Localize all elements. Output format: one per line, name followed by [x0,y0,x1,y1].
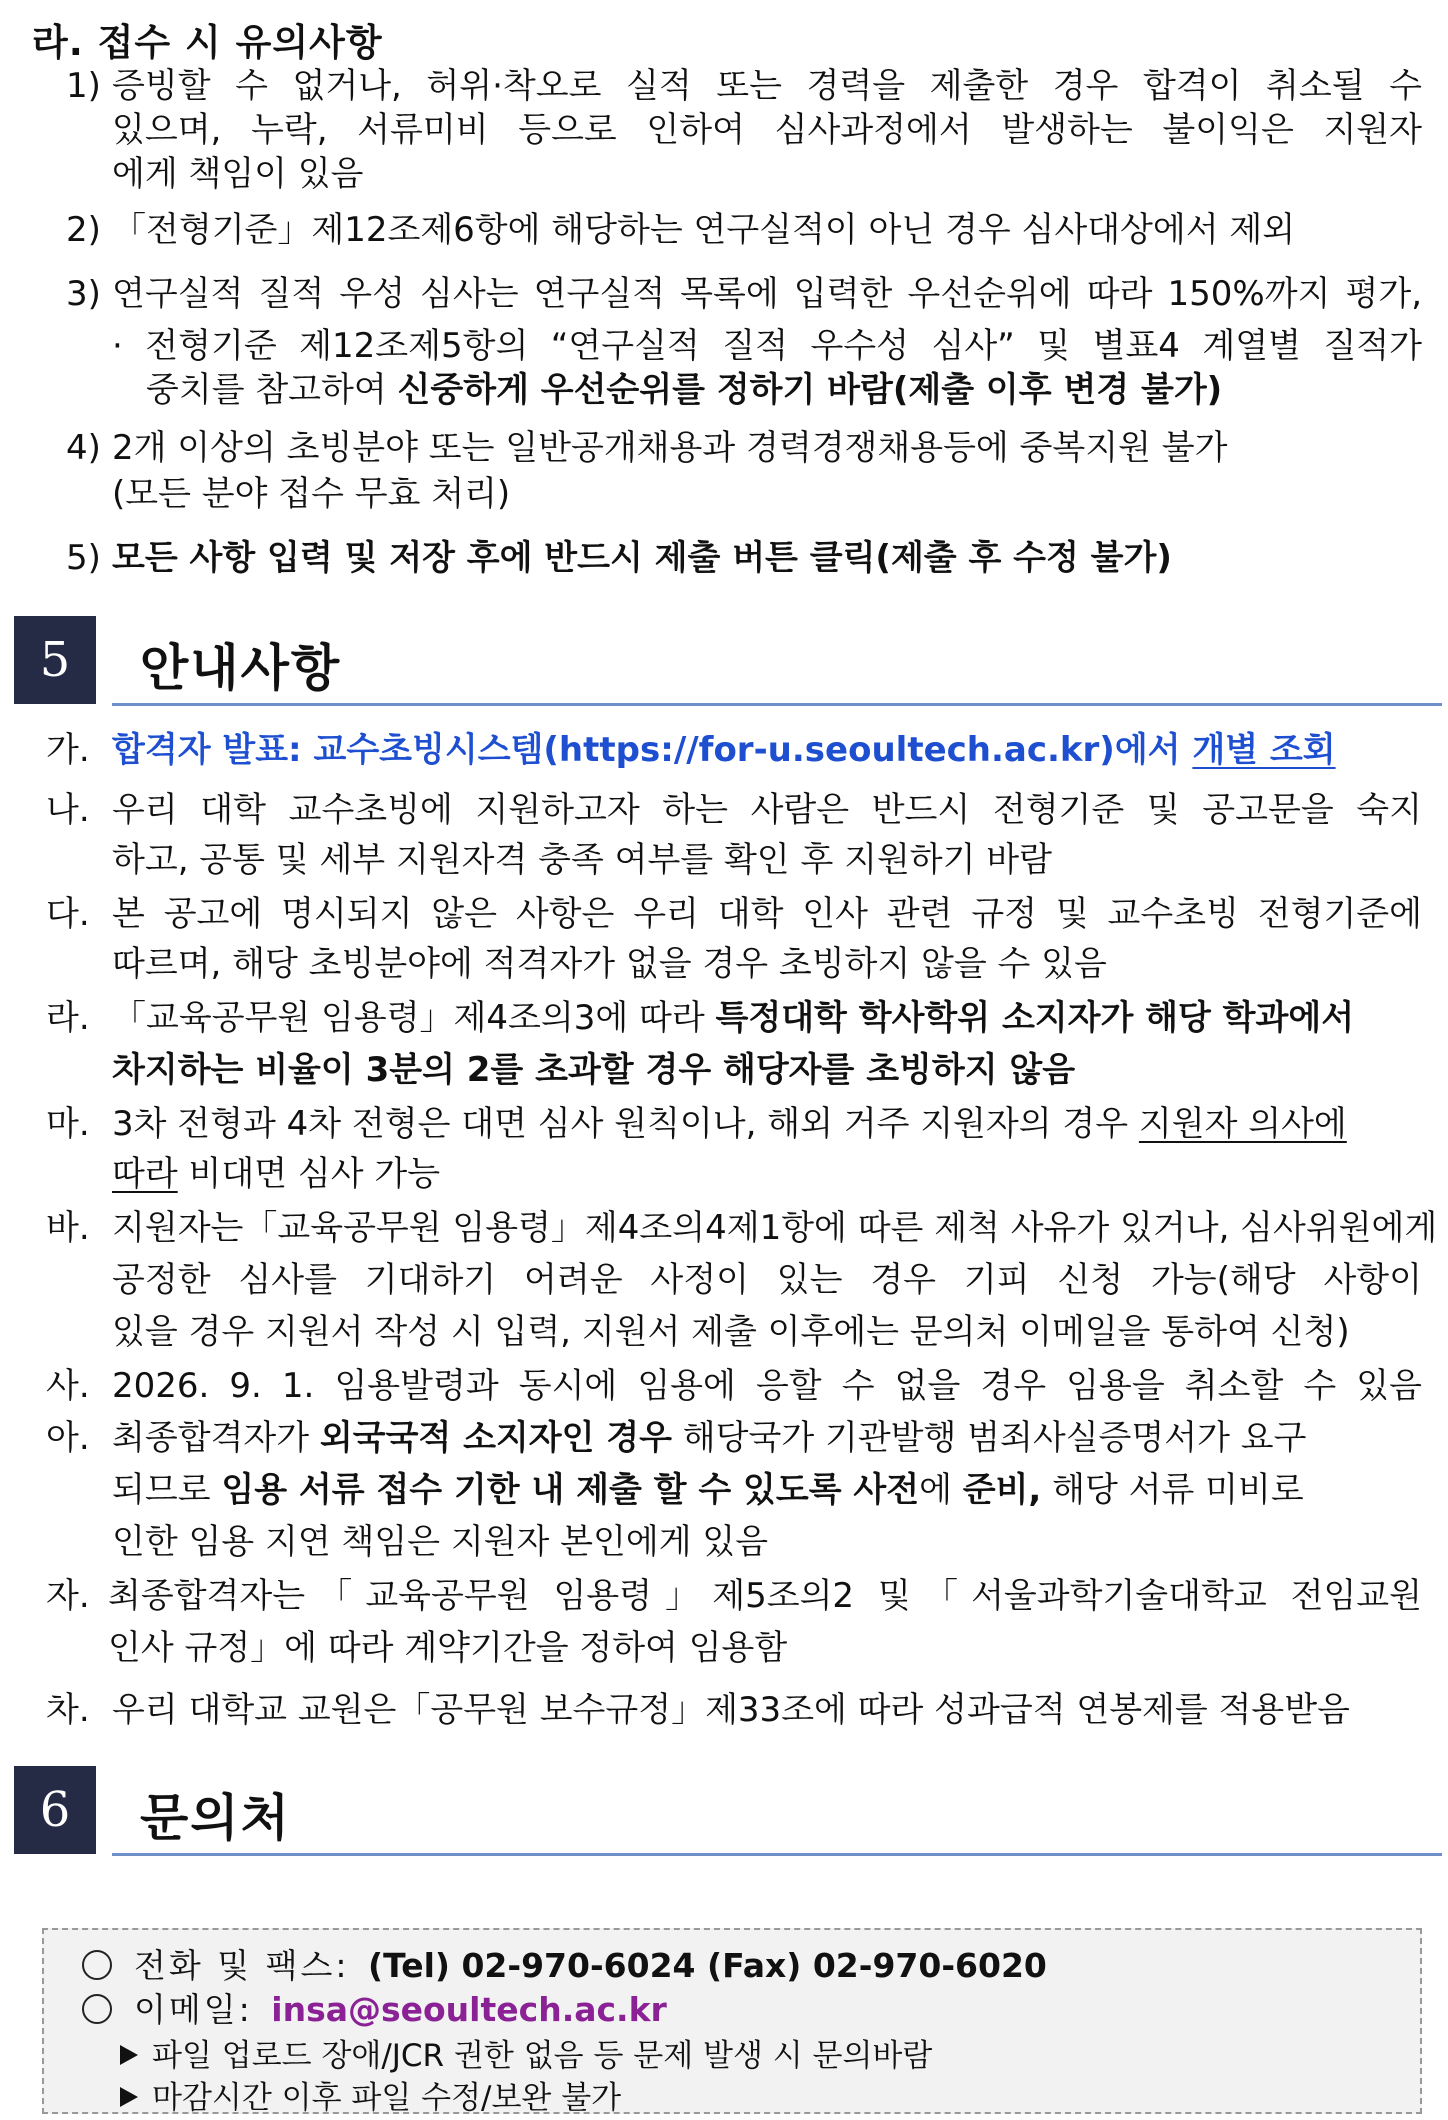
notice-text: 하고, 공통 및 세부 지원자격 충족 여부를 확인 후 지원하기 바람 [112,840,1052,880]
notice-text: 「교육공무원 임용령」제4조의3에 따라 특정대학 학사학위 소지자가 해당 학과에서 [112,998,1355,1038]
note-text: 에게 책임이 있음 [112,154,364,194]
email-link[interactable]: insa@seoultech.ac.kr [271,1990,667,2029]
notice-text: 우리 대학 교수초빙에 지원하고자 하는 사람은 반드시 전형기준 및 공고문을 숙지 [112,790,1422,830]
notice-text: 공정한 심사를 기대하기 어려운 사정이 있는 경우 기피 신청 가능(해당 사항이 [112,1260,1422,1300]
notice-number: 바. [46,1208,90,1248]
note-text: 「전형기준」제12조제6항에 해당하는 연구실적이 아닌 경우 심사대상에서 제외 [112,210,1296,250]
email-label: 이메일: [134,1990,253,2029]
circle-bullet-icon [82,1950,112,1980]
note-text: 연구실적 질적 우성 심사는 연구실적 목록에 입력한 우선순위에 따라 150%까지 평가, [112,274,1422,314]
notice-text: 최종합격자는「교육공무원 임용령」제5조의2 및「서울과학기술대학교 전임교원 [108,1576,1422,1616]
notice-text: 우리 대학교 교원은「공무원 보수규정」제33조에 따라 성과급적 연봉제를 적용받음 [112,1690,1350,1730]
notice-number: 가. [46,730,90,770]
note-text: 2개 이상의 초빙분야 또는 일반공개채용과 경력경쟁채용등에 중복지원 불가 [112,428,1228,468]
section-divider [112,1853,1442,1856]
phone-value: (Tel) 02-970-6024 (Fax) 02-970-6020 [368,1946,1047,1985]
contact-box [42,1928,1422,2114]
notice-text: 따르며, 해당 초빙분야에 적격자가 없을 경우 초빙하지 않을 수 있음 [112,944,1107,984]
notice-number: 사. [46,1366,90,1406]
subsection-heading: 라. 접수 시 유의사항 [32,21,383,64]
emphasis-text: 신중하게 우선순위를 정하기 바람(제출 이후 변경 불가) [397,370,1223,410]
note-number: 2) [66,210,101,250]
notice-number: 차. [46,1690,90,1730]
section-divider [112,703,1442,706]
notice-text: 되므로 임용 서류 접수 기한 내 제출 할 수 있도록 사전에 준비, 해당 서류 미비로 [112,1470,1304,1510]
notice-text: 인사 규정」에 따라 계약기간을 정하여 임용함 [108,1628,788,1668]
note-number: 3) [66,274,101,314]
note-number: 5) [66,538,101,578]
circle-bullet-icon [82,1994,112,2024]
notice-text: 3차 전형과 4차 전형은 대면 심사 원칙이나, 해외 거주 지원자의 경우 지원자 의사에 [112,1104,1347,1144]
note-text: 증빙할 수 없거나, 허위·착오로 실적 또는 경력을 제출한 경우 합격이 취소될 수 [112,66,1422,106]
section-number-badge: 6 [14,1766,96,1854]
notice-text: 최종합격자가 외국국적 소지자인 경우 해당국가 기관발행 범죄사실증명서가 요구 [112,1418,1307,1458]
notice-text: 2026. 9. 1. 임용발령과 동시에 임용에 응할 수 없을 경우 임용을 취소할 수 있음 [112,1366,1422,1406]
phone-fax-line [82,1940,1047,1987]
note-number: 1) [66,66,101,106]
note-text: (모든 분야 접수 무효 처리) [112,474,511,514]
notice-number: 마. [46,1104,90,1144]
notice-text: 본 공고에 명시되지 않은 사항은 우리 대학 인사 관련 규정 및 교수초빙 전형기준에 [112,894,1422,934]
announcement-link[interactable]: 개별 조회 [1192,730,1336,770]
section-title: 안내사항 [140,639,342,697]
notice-text: 합격자 발표: 교수초빙시스템(https://for-u.seoultech.ac.kr)에서 개별 조회 [112,730,1336,770]
note-number: 4) [66,428,101,468]
note-text: 모든 사항 입력 및 저장 후에 반드시 제출 버튼 클릭(제출 후 수정 불가) [112,538,1172,578]
note-text: 중치를 참고하여 신중하게 우선순위를 정하기 바람(제출 이후 변경 불가) [146,370,1223,410]
triangle-bullet-icon [120,2087,138,2107]
notice-text: 인한 임용 지연 책임은 지원자 본인에게 있음 [112,1522,769,1562]
notice-text: 따라 비대면 심사 가능 [112,1154,441,1194]
section-title: 문의처 [140,1789,291,1847]
triangle-bullet-icon [120,2045,138,2065]
notice-bullet: 마감시간 이후 파일 수정/보완 불가 [120,2072,621,2117]
notice-number: 나. [46,790,90,830]
note-text: 있으며, 누락, 서류미비 등으로 인하여 심사과정에서 발생하는 불이익은 지원자 [112,110,1422,150]
notice-number: 다. [46,894,90,934]
notice-text: 있을 경우 지원서 작성 시 입력, 지원서 제출 이후에는 문의처 이메일을 통하여 신청) [112,1312,1350,1352]
notice-number: 자. [46,1576,90,1616]
phone-label: 전화 및 팩스: [134,1946,350,1985]
notice-text: 차지하는 비율이 3분의 2를 초과할 경우 해당자를 초빙하지 않음 [112,1050,1076,1090]
notice-number: 아. [46,1418,90,1458]
section-number-badge: 5 [14,616,96,704]
notice-number: 라. [46,998,90,1038]
notice-text: 지원자는「교육공무원 임용령」제4조의4제1항에 따른 제척 사유가 있거나, 심사위원에게 [112,1208,1438,1248]
note-text: · 전형기준 제12조제5항의 “연구실적 질적 우수성 심사” 및 별표4 계열별 질적가 [112,326,1422,366]
email-line [82,1984,667,2031]
notice-bullet: 파일 업로드 장애/JCR 권한 없음 등 문제 발생 시 문의바람 [120,2030,932,2075]
